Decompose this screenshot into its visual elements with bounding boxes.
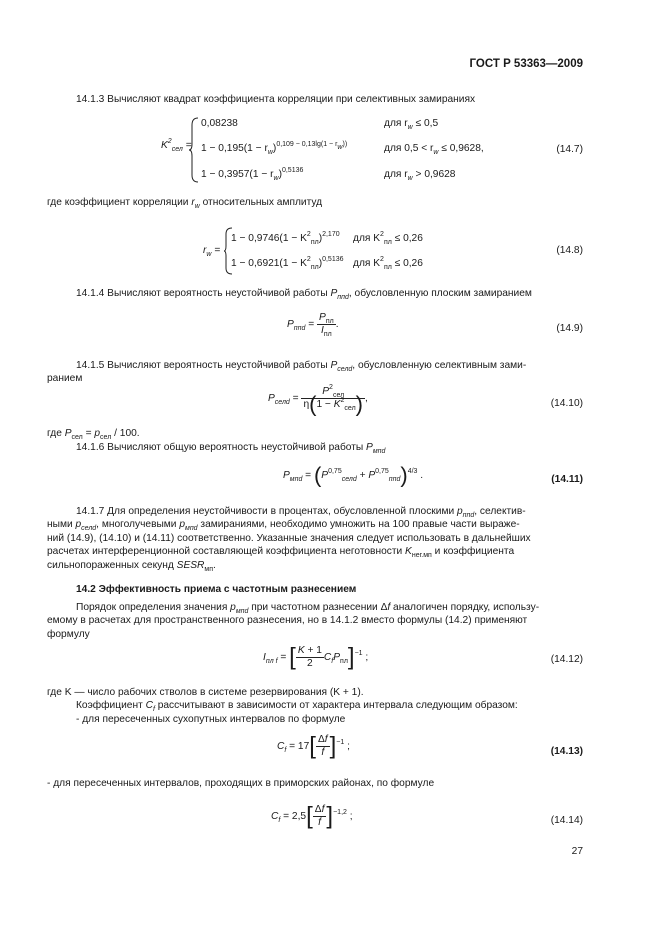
paragraph-14-1-6: 14.1.6 Вычисляют общую вероятность неустойчивой работы $P_{мпd}$	[76, 442, 386, 455]
formula-body: $C_f = 2,5$[ $\frac{\Delta f}{f}$ ]$^{-1,2}$ ;	[271, 802, 353, 830]
equation-number: (14.12)	[550, 654, 583, 665]
document-header: ГОСТ Р 53363—2009	[469, 58, 583, 70]
formula-body: $I_{пл f}$ = [ $\frac{K + 1}{2}$ $C_fP_{пл}]^{-1}$ ;	[263, 643, 369, 671]
paragraph-coastal: - для пересеченных интервалов, проходящих в приморских районах, по формуле	[47, 778, 435, 789]
k-sel-squared: $K^2_{сел}$ =	[161, 138, 192, 153]
left-brace	[188, 117, 200, 183]
formula-body: $C_f = 17$[ $\frac{\Delta f}{f}$ ]$^{-1}$ ;	[277, 732, 350, 760]
row2: $1 - 0,6921(1 - K^2_{пл})^{0,5136}$	[231, 256, 344, 271]
section-title-14-2: 14.2 Эффективность приема с частотным разнесением	[76, 584, 357, 595]
paragraph-where-k: где K — число рабочих стволов в системе резервирования (K + 1). Коэффициент $C_f$ рассчитывают в зависимости от характера интервала следующим образом: - для пересеченных сухопутных интервалов по формуле	[47, 687, 518, 725]
rw-label: $r_w$ =	[203, 245, 221, 258]
equation-number: (14.13)	[550, 746, 583, 757]
paragraph-14-1-3: 14.1.3 Вычисляют квадрат коэффициента корреляции при селективных замираниях	[76, 94, 476, 105]
paragraph-where-psel: где $P_{сел} = p_{сел} / 100$.	[47, 428, 140, 441]
paragraph-order: Порядок определения значения $p_{мпd}$ при частотном разнесении Δf аналогичен порядку, использу- емому в расчетах для пространственного разнесения, но в 14.1.2 вместо формулы (14.2) применяют формулу	[47, 602, 540, 640]
formula-body: $P_{селd}$ = $\frac{P^2_{сел}}{\eta(1 - K^2_{сел})}$ ,	[268, 384, 368, 417]
paragraph-14-1-7: 14.1.7 Для определения неустойчивости в процентах, обусловленной плоскими $p_{ппd}$, селектив- ными $p_{селd}$, многолучевыми $p_{мпd}$ замираниями, необходимо умножить на 100 правые части выраже- ний (14.9), (14.10) и (14.11) соответственно. Указанные значения следует использовать в дальнейших расчетах интерференционной составляющей коэффициента неготовности $K_{нег.мп}$ и коэффициента сильнопораженных секунд $SESR_{мп}$.	[47, 506, 531, 573]
row3-expr: $1 - 0,3957(1 - r_w)^{0,5136}$	[201, 167, 304, 182]
row1: $1 - 0,9746(1 - K^2_{пл})^{2,170}$	[231, 231, 340, 246]
page-number: 27	[571, 846, 583, 857]
paragraph-14-1-5: 14.1.5 Вычисляют вероятность неустойчивой работы $P_{селd}$, обусловленную селективным зами- ранием	[47, 360, 527, 385]
paragraph-14-1-4: 14.1.4 Вычисляют вероятность неустойчивой работы $P_{ппd}$, обусловленную плоским замиранием	[76, 288, 532, 301]
row2-cond: для $0,5 < r_w \le 0,9628$,	[384, 143, 484, 156]
equation-number: (14.14)	[550, 815, 583, 826]
row2-expr: $1 - 0,195(1 - r_w)^{0,109 - 0,13lg(1 - r_w))}$	[201, 141, 348, 156]
equation-number: (14.9)	[556, 323, 583, 334]
formula-body: $P_{ппd}$ = $\frac{P_{пл}}{I_{пл}}$ .	[287, 312, 339, 338]
row1-expr: 0,08238	[201, 118, 238, 129]
equation-number: (14.8)	[556, 245, 583, 256]
equation-number: (14.10)	[550, 398, 583, 409]
paragraph-rw: где коэффициент корреляции $r_w$ относительных амплитуд	[47, 197, 323, 210]
row1-cond: для $r_w \le 0,5$	[384, 118, 439, 131]
equation-number: (14.11)	[551, 474, 583, 485]
equation-number: (14.7)	[556, 144, 583, 155]
row3-cond: для $r_w > 0,9628$	[384, 169, 456, 182]
row1-cond: для $K^2_{пл} \le 0,26$	[353, 231, 423, 246]
formula-body: $P_{мпd} = (P^{0,75}_{селd} + P^{0,75}_{ппd})^{4/3}$ .	[283, 462, 424, 488]
row2-cond: для $K^2_{пл} \le 0,26$	[353, 256, 423, 271]
